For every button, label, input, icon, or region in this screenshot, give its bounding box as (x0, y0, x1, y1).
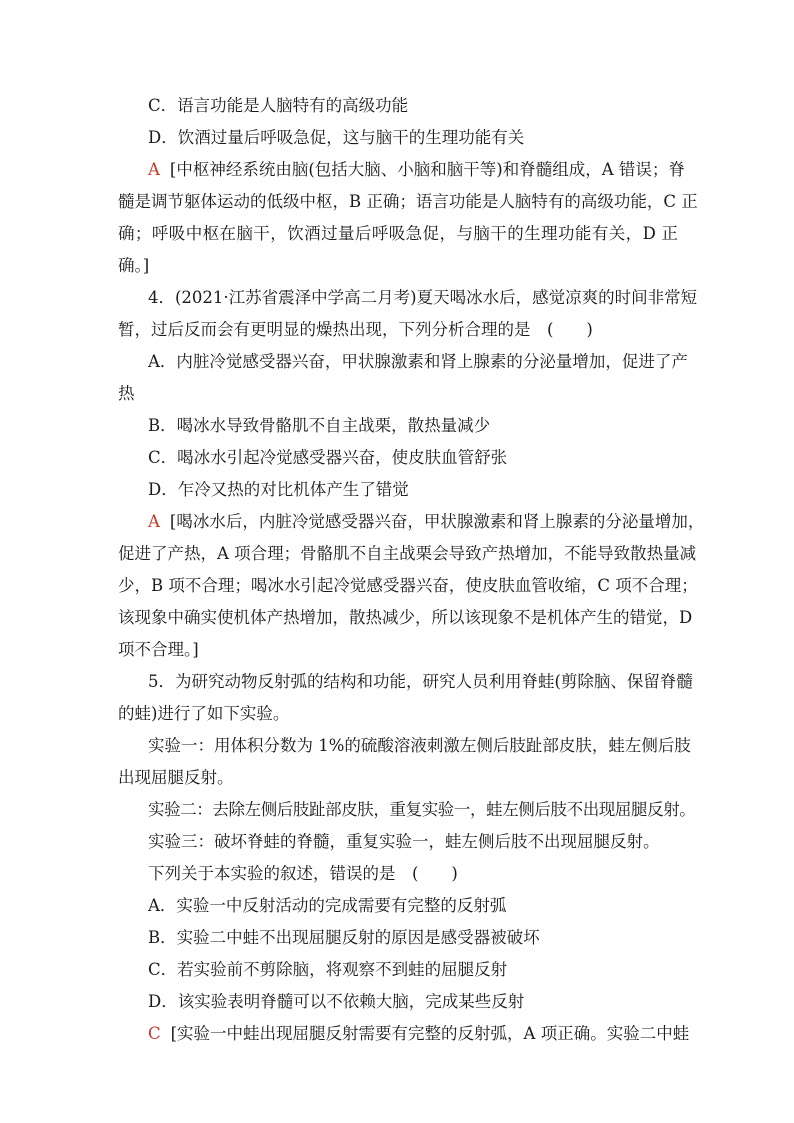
q3-answer-text-1: [中枢神经系统由脑(包括大脑、小脑和脑干等)和脊髓组成，A 错误；脊 (169, 160, 685, 179)
q4-option-c: C．喝冰水引起冷觉感受器兴奋，使皮肤血管舒张 (148, 448, 508, 467)
q5-answer-letter: C (148, 1024, 161, 1043)
q3-option-d: D．饮酒过量后呼吸急促，这与脑干的生理功能有关 (148, 128, 525, 147)
q5-exp1-line-2: 出现屈腿反射。 (118, 768, 234, 787)
q5-answer-line-1 (148, 1023, 690, 1045)
q4-answer-text-1: [喝冰水后，内脏冷觉感受器兴奋，甲状腺激素和肾上腺素的分泌量增加， (169, 512, 705, 531)
q5-stem-line-2: 的蛙)进行了如下实验。 (118, 704, 290, 723)
q5-exp3: 实验三：破坏脊蛙的脊髓，重复实验一，蛙左侧后肢不出现屈腿反射。 (148, 832, 660, 851)
q4-stem-line-2: 暂，过后反而会有更明显的燥热出现，下列分析合理的是 ( ) (118, 320, 593, 339)
q4-option-d: D．乍冷又热的对比机体产生了错觉 (148, 480, 409, 499)
q4-answer-letter: A (148, 512, 160, 531)
q3-answer-line-4: 确。] (118, 256, 150, 275)
q4-option-b: B．喝冰水导致骨骼肌不自主战栗，散热量减少 (148, 416, 491, 435)
q3-answer-line-3: 确；呼吸中枢在脑干，饮酒过量后呼吸急促，与脑干的生理功能有关，D 正 (118, 224, 678, 243)
q4-option-a-cont: 热 (118, 384, 135, 403)
q4-answer-line-4: 该现象中确实使机体产热增加，散热减少，所以该现象不是机体产生的错觉，D (118, 608, 693, 627)
q4-stem-line-1: 4．(2021·江苏省震泽中学高二月考)夏天喝冰水后，感觉凉爽的时间非常短 (148, 288, 698, 307)
q5-question: 下列关于本实验的叙述，错误的是 ( ) (148, 864, 458, 883)
q4-answer-line-2: 促进了产热，A 项合理；骨骼肌不自主战栗会导致产热增加，不能导致散热量减 (118, 544, 697, 563)
q4-option-a: A．内脏冷觉感受器兴奋，甲状腺激素和肾上腺素的分泌量增加，促进了产 (148, 352, 688, 371)
q4-answer-line-5: 项不合理。] (118, 640, 199, 659)
q5-stem-line-1: 5．为研究动物反射弧的结构和功能，研究人员利用脊蛙(剪除脑、保留脊髓 (148, 672, 693, 691)
q3-answer-letter: A (148, 160, 160, 179)
q5-option-b: B．实验二中蛙不出现屈腿反射的原因是感受器被破坏 (148, 928, 540, 947)
q4-answer-line-3: 少，B 项不合理；喝冰水引起冷觉感受器兴奋，使皮肤血管收缩，C 项不合理； (118, 576, 698, 595)
q5-exp1-line-1: 实验一：用体积分数为 1%的硫酸溶液刺激左侧后肢趾部皮肤，蛙左侧后肢 (148, 736, 691, 755)
q3-answer-line-1 (148, 159, 685, 181)
q5-answer-text-1: [实验一中蛙出现屈腿反射需要有完整的反射弧，A 项正确。实验二中蛙 (170, 1024, 690, 1043)
q4-answer-line-1 (148, 511, 705, 533)
q5-option-c: C．若实验前不剪除脑，将观察不到蛙的屈腿反射 (148, 960, 508, 979)
q5-exp2: 实验二：去除左侧后肢趾部皮肤，重复实验一，蛙左侧后肢不出现屈腿反射。 (148, 800, 696, 819)
q5-option-a: A．实验一中反射活动的完成需要有完整的反射弧 (148, 896, 507, 915)
q5-option-d: D．该实验表明脊髓可以不依赖大脑，完成某些反射 (148, 992, 525, 1011)
q3-answer-line-2: 髓是调节躯体运动的低级中枢，B 正确；语言功能是人脑特有的高级功能，C 正 (118, 192, 698, 211)
q3-option-c: C．语言功能是人脑特有的高级功能 (148, 96, 409, 115)
